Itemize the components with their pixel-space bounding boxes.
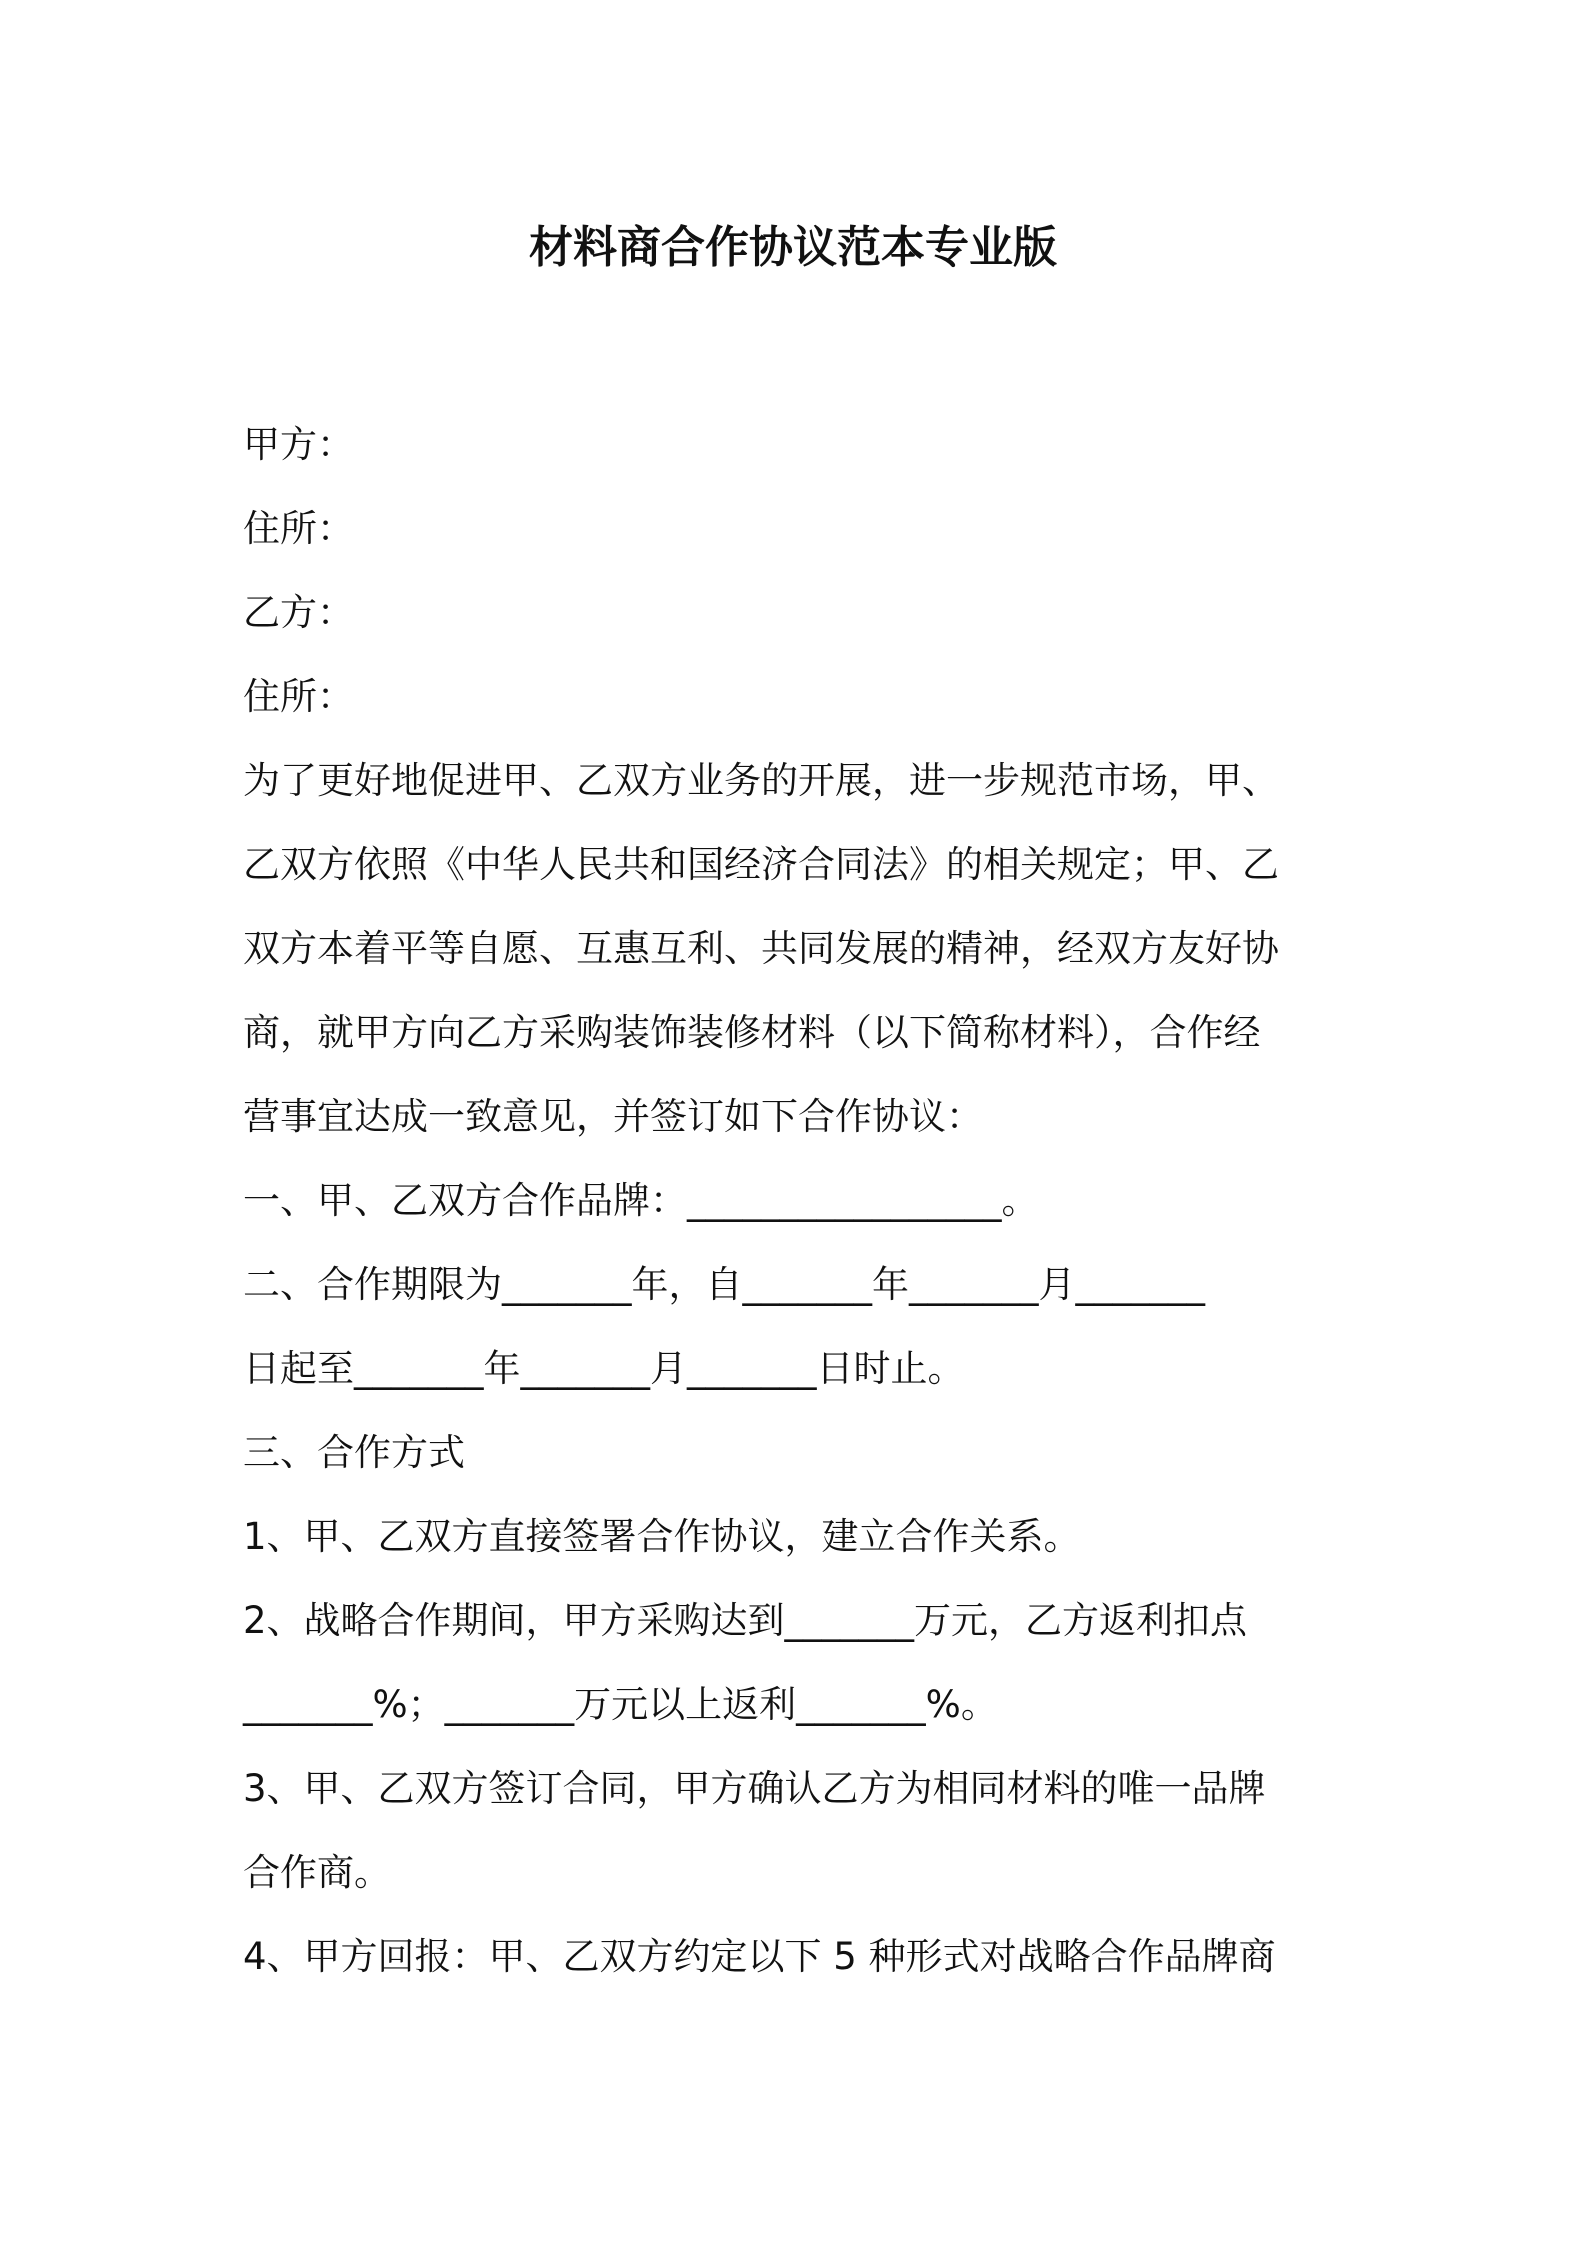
clause-item-2: 2、战略合作期间，甲方采购达到_______万元，乙方返利扣点 (243, 1599, 1248, 1642)
clause-item-3: 3、甲、乙双方签订合同，甲方确认乙方为相同材料的唯一品牌 (243, 1767, 1266, 1810)
preamble-line: 商，就甲方向乙方采购装饰装修材料（以下简称材料），合作经 (243, 1011, 1261, 1054)
preamble-line: 为了更好地促进甲、乙双方业务的开展，进一步规范市场，甲、 (243, 759, 1279, 802)
preamble-line: 双方本着平等自愿、互惠互利、共同发展的精神，经双方友好协 (243, 927, 1279, 970)
clause-item-3: 合作商。 (243, 1851, 391, 1894)
party-b-address-label: 住所： (243, 675, 354, 718)
party-a-label: 甲方： (243, 423, 354, 466)
clause-item-1: 1、甲、乙双方直接签署合作协议，建立合作关系。 (243, 1515, 1081, 1558)
clause-item-4: 4、甲方回报：甲、乙双方约定以下 5 种形式对战略合作品牌商 (243, 1935, 1276, 1978)
document-body (243, 403, 1360, 1999)
preamble-line: 营事宜达成一致意见，并签订如下合作协议： (243, 1095, 983, 1138)
section-heading-cooperation: 三、合作方式 (243, 1431, 465, 1474)
document-title: 材料商合作协议范本专业版 (529, 222, 1057, 273)
clause-term: 二、合作期限为_______年，自_______年_______月_______ (243, 1263, 1205, 1306)
preamble-line: 乙双方依照《中华人民共和国经济合同法》的相关规定；甲、乙 (243, 843, 1279, 886)
clause-item-2: _______%；_______万元以上返利_______%。 (243, 1683, 998, 1726)
party-b-label: 乙方： (243, 591, 354, 634)
clause-term: 日起至_______年_______月_______日时止。 (243, 1347, 965, 1390)
party-a-address-label: 住所： (243, 507, 354, 550)
clause-brand: 一、甲、乙双方合作品牌：_________________。 (243, 1179, 1039, 1222)
